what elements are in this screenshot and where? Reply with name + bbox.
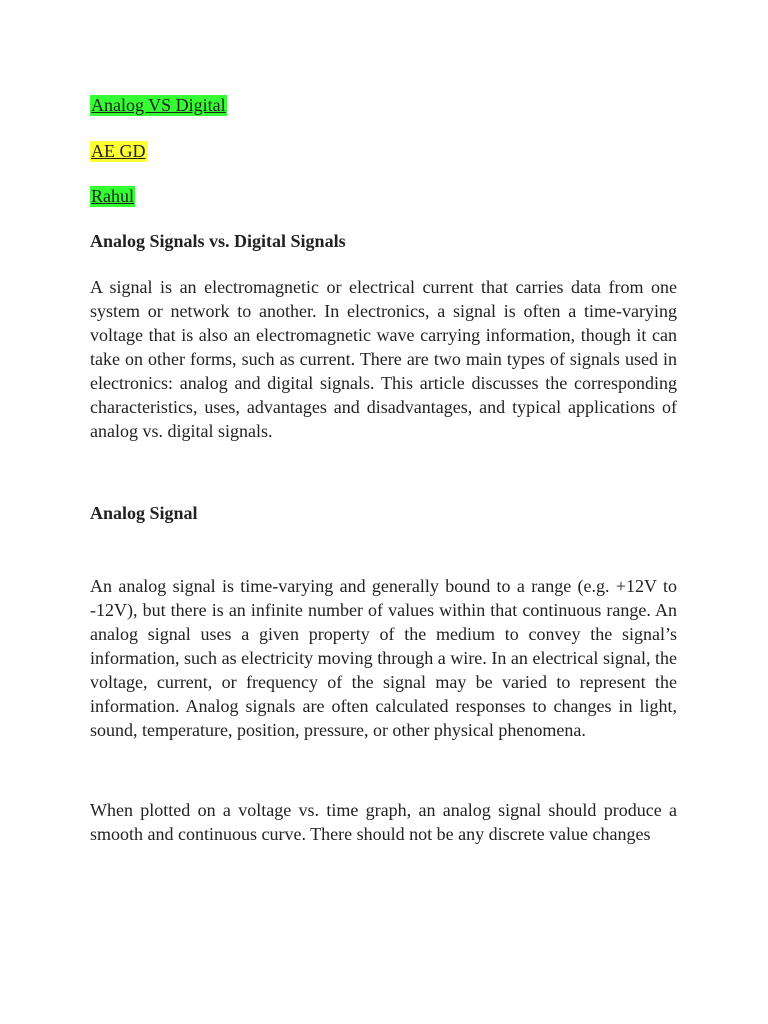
intro-paragraph: A signal is an electromagnetic or electrical current that carries data from one system or network to another. In electronics, a signal is often a time-varying voltage that is also an electromagnetic wave carrying information, though it can take on other forms, such as current. There are two main types of signals used in electronics: analog and digital signals. This article discusses the corresponding characteristics, uses, advantages and disadvantages, and typical applications of analog vs. digital signals. (90, 277, 677, 441)
highlighted-author: Rahul (91, 186, 134, 206)
highlighted-title: Analog VS Digital (91, 95, 226, 115)
analog-paragraph-1: An analog signal is time-varying and generally bound to a range (e.g. +12V to -12V), but there is an infinite number of values within that continuous range. An analog signal uses a given property of the medium to convey the signal’s information, such as electricity moving through a wire. In an electrical signal, the voltage, current, or frequency of the signal may be varied to represent the information. Analog signals are often calculated responses to changes in light, sound, temperature, position, pressure, or other physical phenomena. (90, 576, 677, 740)
highlight-line-author (90, 185, 135, 207)
section-heading-main: Analog Signals vs. Digital Signals (90, 231, 346, 251)
analog-paragraph-2: When plotted on a voltage vs. time graph, an analog signal should produce a smooth and continuous curve. There should not be any discrete value changes (90, 800, 677, 844)
section-heading-analog: Analog Signal (90, 503, 198, 523)
highlight-line-code (90, 140, 147, 162)
highlighted-code: AE GD (91, 141, 146, 161)
highlight-line-title (90, 94, 227, 116)
